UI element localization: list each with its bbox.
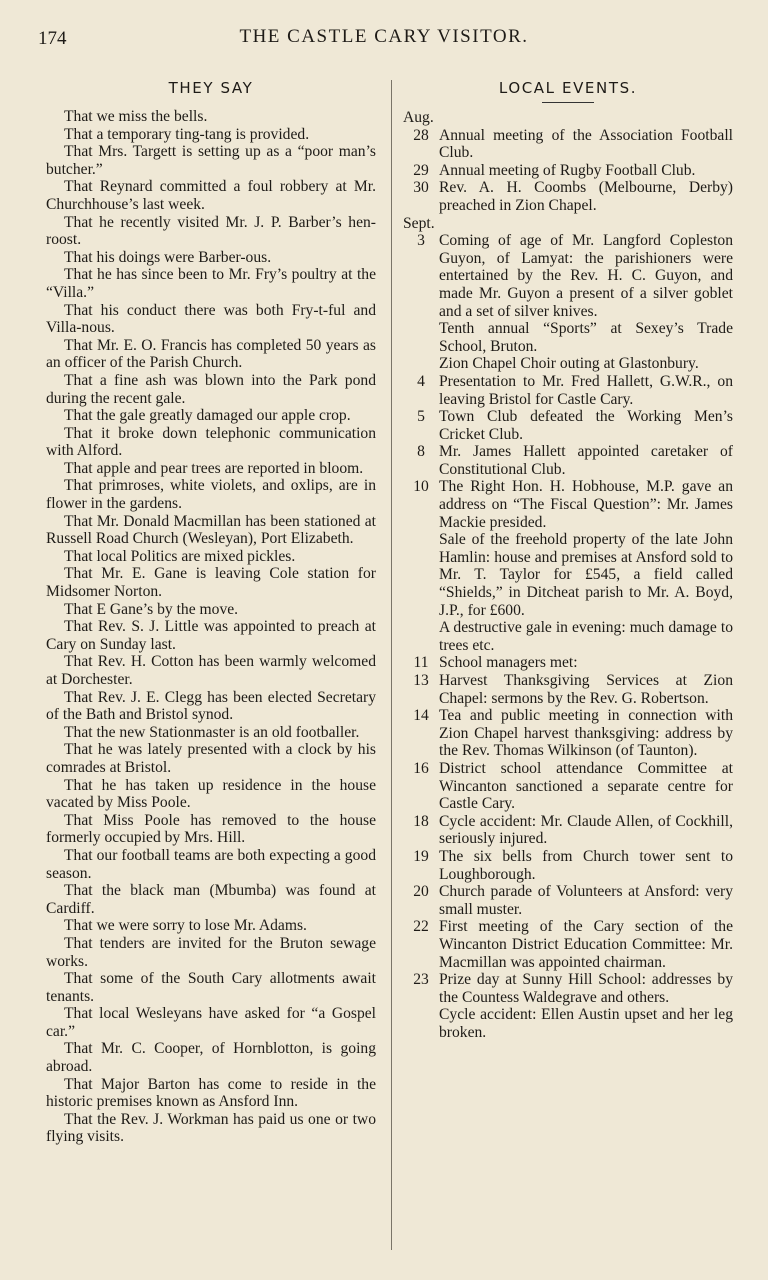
event-body [439, 672, 733, 707]
event-text: Mr. James Hallett appointed caretaker of Constitutional Club. [439, 443, 733, 478]
they-say-heading: THEY SAY [168, 79, 254, 97]
they-say-item: That local Wesleyans have asked for “a Gospel car.” [46, 1005, 376, 1040]
event-day: 30 [413, 179, 429, 197]
they-say-item: That Major Barton has come to reside in the historic premises known as Ansford Inn. [46, 1075, 376, 1111]
they-say-column [46, 78, 376, 1146]
event-text: Sale of the freehold property of the late John Hamlin: house and premises at Ansford sold to Mr. T. Taylor for £545, a field called “Shields,” in Ditcheat parish to Mr. A. Boyd, J.P., for £600. [439, 531, 733, 619]
they-say-item: That the black man (Mbumba) was found at Cardiff. [46, 882, 376, 917]
event-body [439, 478, 733, 654]
event-day: 20 [413, 883, 429, 901]
they-say-item: That a fine ash was blown into the Park pond during the recent gale. [46, 371, 376, 407]
event-body [439, 813, 733, 848]
they-say-item: That Mrs. Targett is setting up as a “poor man’s butcher.” [46, 143, 376, 178]
they-say-item: That Mr. E. Gane is leaving Cole station for Midsomer Norton. [46, 565, 376, 601]
event-entry [403, 127, 733, 162]
they-say-item: That the gale greatly damaged our apple crop. [64, 407, 351, 425]
they-say-item: That Mr. Donald Macmillan has been stationed at Russell Road Church (Wesleyan), Port Elizabeth. [46, 512, 376, 548]
event-text: Presentation to Mr. Fred Hallett, G.W.R., on leaving Bristol for Castle Cary. [439, 372, 733, 408]
they-say-item: That he has taken up residence in the house vacated by Miss Poole. [46, 776, 376, 812]
event-body [439, 408, 733, 443]
event-text: Zion Chapel Choir outing at Glastonbury. [439, 355, 699, 373]
event-entry [403, 707, 733, 760]
month-label: Aug. [403, 109, 434, 126]
event-text: Rev. A. H. Coombs (Melbourne, Derby) preached in Zion Chapel. [439, 179, 733, 214]
they-say-item: That a temporary ting-tang is provided. [64, 125, 310, 143]
they-say-item: That the Rev. J. Workman has paid us one or two flying visits. [46, 1110, 376, 1146]
they-say-item: That the new Stationmaster is an old footballer. [64, 723, 360, 741]
event-body [439, 707, 733, 760]
they-say-item: That he has since been to Mr. Fry’s poultry at the “Villa.” [46, 266, 376, 301]
they-say-item: That he recently visited Mr. J. P. Barber’s hen-roost. [46, 213, 376, 249]
month-label: Sept. [403, 214, 435, 232]
page-header [38, 24, 730, 54]
they-say-item: That we miss the bells. [64, 108, 208, 125]
event-entry [403, 672, 733, 707]
they-say-item: That it broke down telephonic communication with Alford. [46, 424, 376, 460]
event-body [439, 127, 733, 162]
event-entry [403, 883, 733, 918]
event-body [439, 918, 733, 971]
they-say-item: That Rev. H. Cotton has been warmly welcomed at Dorchester. [46, 653, 376, 688]
they-say-item: That his conduct there was both Fry-t-ful and Villa-nous. [46, 301, 376, 337]
event-text: School managers met: [439, 654, 578, 672]
event-body [439, 971, 733, 1041]
they-say-item: That apple and pear trees are reported in bloom. [64, 459, 364, 477]
they-say-item: That E Gane’s by the move. [64, 600, 239, 618]
they-say-item: That he was lately presented with a clock by his comrades at Bristol. [46, 741, 376, 776]
they-say-item: That tenders are invited for the Bruton sewage works. [46, 934, 376, 970]
they-say-list [46, 108, 376, 1146]
they-say-item: That Reynard committed a foul robbery at Mr. Churchhouse’s last week. [46, 178, 376, 213]
they-say-item: That Mr. E. O. Francis has completed 50 years as an officer of the Parish Church. [46, 336, 376, 372]
they-say-item: That Mr. C. Cooper, of Hornblotton, is going abroad. [46, 1040, 376, 1076]
they-say-item: That Miss Poole has removed to the house formerly occupied by Mrs. Hill. [46, 811, 376, 847]
event-entry [403, 408, 733, 443]
event-entry [403, 373, 733, 408]
events-list [403, 109, 733, 1041]
event-text: The Right Hon. H. Hobhouse, M.P. gave an address on “The Fiscal Question”: Mr. James Mackie presided. [439, 478, 733, 531]
event-day: 23 [413, 971, 429, 989]
event-text: Tenth annual “Sports” at Sexey’s Trade School, Bruton. [439, 320, 733, 355]
local-events-heading: LOCAL EVENTS. [498, 79, 638, 97]
event-text: Cycle accident: Mr. Claude Allen, of Cockhill, seriously injured. [439, 812, 733, 848]
local-events-column [403, 78, 733, 1041]
event-entry [403, 848, 733, 883]
running-title: THE CASTLE CARY VISITOR. [239, 26, 529, 47]
event-day: 4 [417, 372, 425, 390]
page-number: 174 [38, 28, 67, 49]
event-entry [403, 179, 733, 214]
event-day: 14 [413, 707, 429, 725]
event-text: District school attendance Committee at Wincanton sanctioned a separate centre for Castle Cary. [439, 759, 733, 813]
event-entry [403, 918, 733, 971]
they-say-item: That his doings were Barber-ous. [64, 248, 272, 266]
event-day: 18 [413, 812, 429, 830]
event-text: Town Club defeated the Working Men’s Cricket Club. [439, 408, 733, 443]
event-day: 5 [417, 408, 425, 426]
event-text: Cycle accident: Ellen Austin upset and her leg broken. [439, 1006, 733, 1041]
event-entry [403, 162, 733, 180]
event-entry [403, 813, 733, 848]
event-body [439, 179, 733, 214]
event-body [439, 848, 733, 883]
event-text: Harvest Thanksgiving Services at Zion Chapel: sermons by the Rev. G. Robertson. [439, 672, 733, 707]
event-text: First meeting of the Cary section of the Wincanton District Education Committee: Mr. Macmillan was appointed chairman. [439, 918, 733, 971]
they-say-item: That some of the South Cary allotments await tenants. [46, 970, 376, 1005]
event-day: 13 [413, 672, 429, 689]
event-text: A destructive gale in evening: much damage to trees etc. [439, 619, 733, 654]
event-day: 16 [413, 759, 429, 777]
they-say-item: That our football teams are both expecting a good season. [46, 846, 376, 882]
event-day: 22 [413, 918, 429, 936]
event-body [439, 654, 733, 672]
event-body [439, 232, 733, 373]
event-day: 11 [413, 654, 429, 672]
event-text: Tea and public meeting in connection with Zion Chapel harvest thanksgiving: address by the Rev. Thomas Wilkinson (of Taunton). [439, 707, 733, 760]
event-entry [403, 760, 733, 813]
they-say-item: That primroses, white violets, and oxlips, are in flower in the gardens. [46, 477, 376, 513]
they-say-item: That Rev. J. E. Clegg has been elected Secretary of the Bath and Bristol synod. [46, 688, 376, 724]
event-body [439, 373, 733, 408]
event-day: 8 [417, 443, 425, 461]
event-body [439, 443, 733, 478]
event-day: 28 [413, 126, 429, 144]
event-text: Prize day at Sunny Hill School: addresses by the Countess Waldegrave and others. [439, 971, 733, 1006]
they-say-item: That Rev. S. J. Little was appointed to preach at Cary on Sunday last. [46, 618, 376, 653]
event-body [439, 162, 733, 180]
event-day: 29 [413, 161, 429, 179]
event-entry [403, 478, 733, 654]
they-say-item: That we were sorry to lose Mr. Adams. [64, 917, 307, 935]
event-text: Annual meeting of the Association Football Club. [439, 126, 733, 162]
event-text: Coming of age of Mr. Langford Copleston Guyon, of Lamyat: the parishioners were entertained by the Rev. H. C. Guyon, and made Mr. Guyon a present of a silver goblet and a set of silver knives. [439, 232, 733, 320]
event-day: 10 [413, 478, 429, 496]
event-day: 3 [417, 232, 425, 250]
event-text: Church parade of Volunteers at Ansford: very small muster. [439, 883, 733, 918]
column-divider [391, 80, 392, 1250]
event-text: Annual meeting of Rugby Football Club. [439, 161, 696, 179]
event-body [439, 883, 733, 918]
heading-underline [542, 102, 594, 103]
event-entry [403, 232, 733, 373]
event-entry [403, 654, 733, 672]
event-entry [403, 971, 733, 1041]
event-text: The six bells from Church tower sent to Loughborough. [439, 847, 733, 883]
event-entry [403, 443, 733, 478]
event-body [439, 760, 733, 813]
event-day: 19 [413, 847, 429, 865]
they-say-item: That local Politics are mixed pickles. [64, 547, 296, 565]
